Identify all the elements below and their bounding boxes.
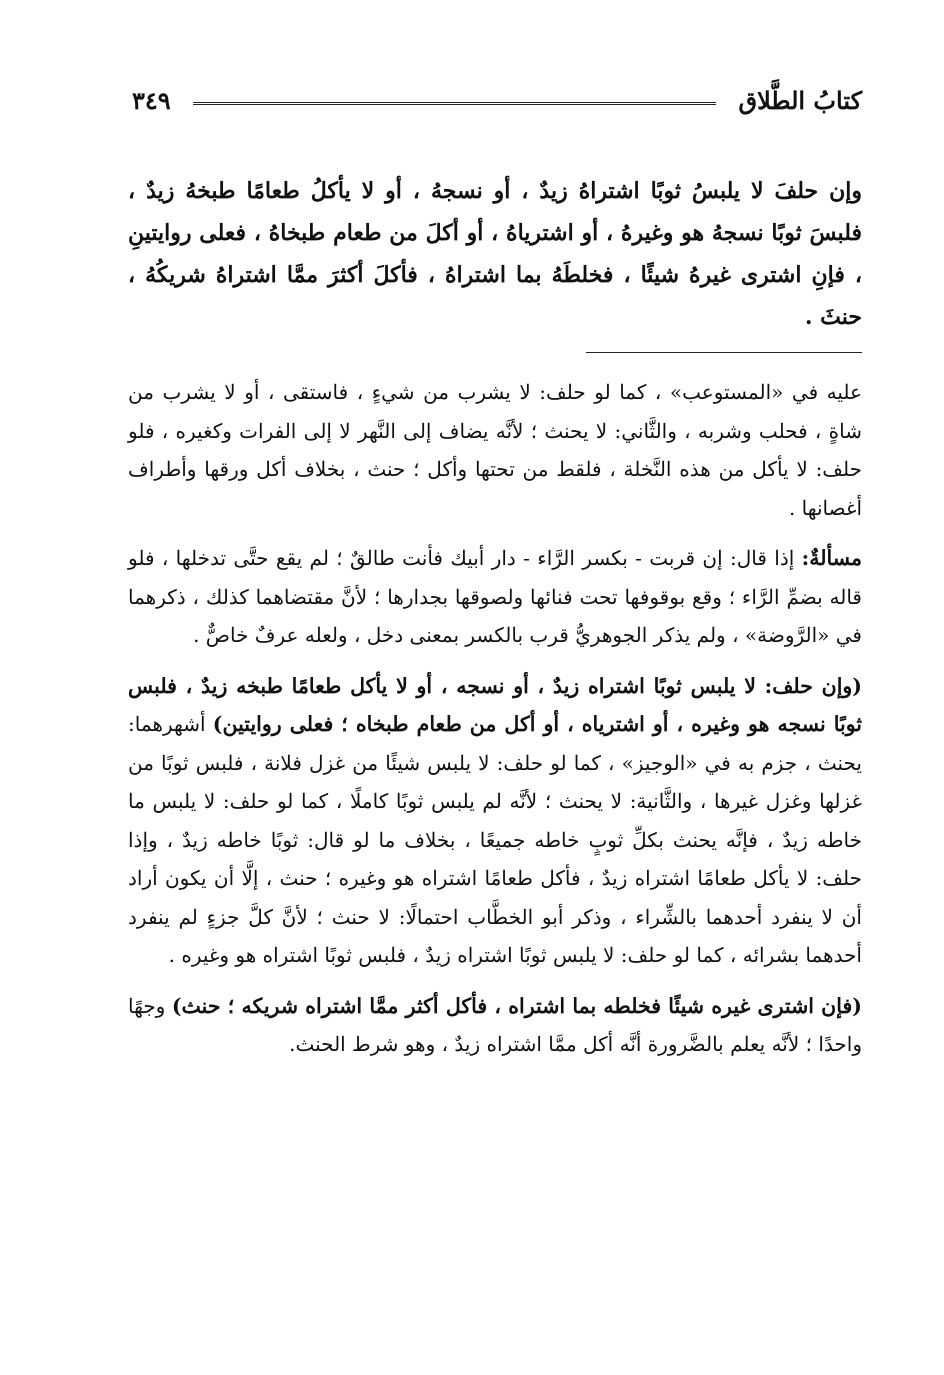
book-page <box>128 76 862 1076</box>
commentary <box>128 373 862 1064</box>
paragraph-text: عليه في «المستوعب» ، كما لو حلف: لا يشرب من شيءٍ ، فاستقى ، أو لا يشرب من شاةٍ ، فحلب وشربه ، والثَّاني: لا يحنث ؛ لأنَّه يضاف إلى النَّهر لا إلى الفرات وكغيره ، فلو حلف: لا يأكل من هذه النَّخلة ، فلقط من تحتها وأكل ؛ حنث ، بخلاف أكل ورقها وأطراف أغصانها . <box>128 380 863 520</box>
paragraph-lead: (وإن حلف: لا يلبس ثوبًا اشتراه زيدٌ ، أو نسجه ، أو لا يأكل طعامًا طبخه زيدٌ ، فلبس ثوبًا نسجه هو وغيره ، أو اشترياه ، أو أكل من طعام طبخاه ؛ فعلى روايتين) <box>128 673 862 736</box>
book-title: كتابُ الطَّلاق <box>738 85 862 115</box>
commentary-paragraph <box>128 373 862 527</box>
paragraph-text: وجهًا واحدًا ؛ لأنَّه يعلم بالضَّرورة أنَّه أكل ممَّا اشتراه زيدٌ ، وهو شرط الحنث. <box>128 993 862 1056</box>
running-header <box>128 76 862 124</box>
matn-text: وإن حلفَ لا يلبسُ ثوبًا اشتراهُ زيدٌ ، أو نسجهُ ، أو لا يأكلُ طعامًا طبخهُ زيدٌ ، فلبسَ ثوبًا نسجهُ هو وغيرهُ ، أو اشترياهُ ، أو أكلَ من طعام طبخاهُ ، فعلى روايتينِ ، فإنِ اشترى غيرهُ شيئًا ، فخلطَهُ بما اشتراهُ ، فأكلَ أكثرَ ممَّا اشتراهُ شريكُهُ ، حنثَ . <box>128 178 862 330</box>
page-number: ٣٤٩ <box>132 85 171 115</box>
paragraph-lead: (فإن اشترى غيره شيئًا فخلطه بما اشتراه ، فأكل أكثر ممَّا اشتراه شريكه ؛ حنث) <box>171 993 862 1018</box>
commentary-paragraph <box>128 987 862 1064</box>
paragraph-lead: مسألةٌ: <box>801 546 862 570</box>
commentary-paragraph <box>128 667 862 975</box>
header-rule <box>193 102 717 105</box>
paragraph-text: أشهرهما: يحنث ، جزم به في «الوجيز» ، كما لو حلف: لا يلبس شيئًا من غزل فلانة ، فلبس ثوبًا من غزلها وغزل غيرها ، والثَّانية: لا يحنث ؛ لأنَّه لم يلبس ثوبًا كاملًا ، كما لو حلف: لا يلبس ما خاطه زيدٌ ، فإنَّه يحنث بكلِّ ثوبٍ خاطه جميعًا ، بخلاف ما لو قال: ثوبًا خاطه زيدٌ ، وإذا حلف: لا يأكل طعامًا اشتراه زيدٌ ، فأكل طعامًا اشتراه هو وغيره ؛ حنث ، إلَّا أن يكون أراد أن لا ينفرد أحدهما بالشِّراء ، وذكر أبو الخطَّاب احتمالًا: لا حنث ؛ لأنَّ كلَّ جزءٍ لم ينفرد أحدهما بشرائه ، كما لو حلف: لا يلبس ثوبًا اشتراه زيدٌ ، فلبس ثوبًا اشتراه هو وغيره . <box>128 712 862 967</box>
commentary-paragraph <box>128 539 862 655</box>
text-divider <box>586 352 862 353</box>
paragraph-text: إذا قال: إن قربت - بكسر الرَّاء - دار أبيك فأنت طالقٌ ؛ لم يقع حتَّى تدخلها ، فلو قاله بضمِّ الرَّاء ؛ وقع بوقوفها تحت فنائها ولصوقها بجدارها ؛ لأنَّ مقتضاهما كذلك ، ذكرهما في «الرَّوضة» ، ولم يذكر الجوهريُّ قرب بالكسر بمعنى دخل ، ولعله عرفٌ خاصٌّ . <box>128 546 862 647</box>
